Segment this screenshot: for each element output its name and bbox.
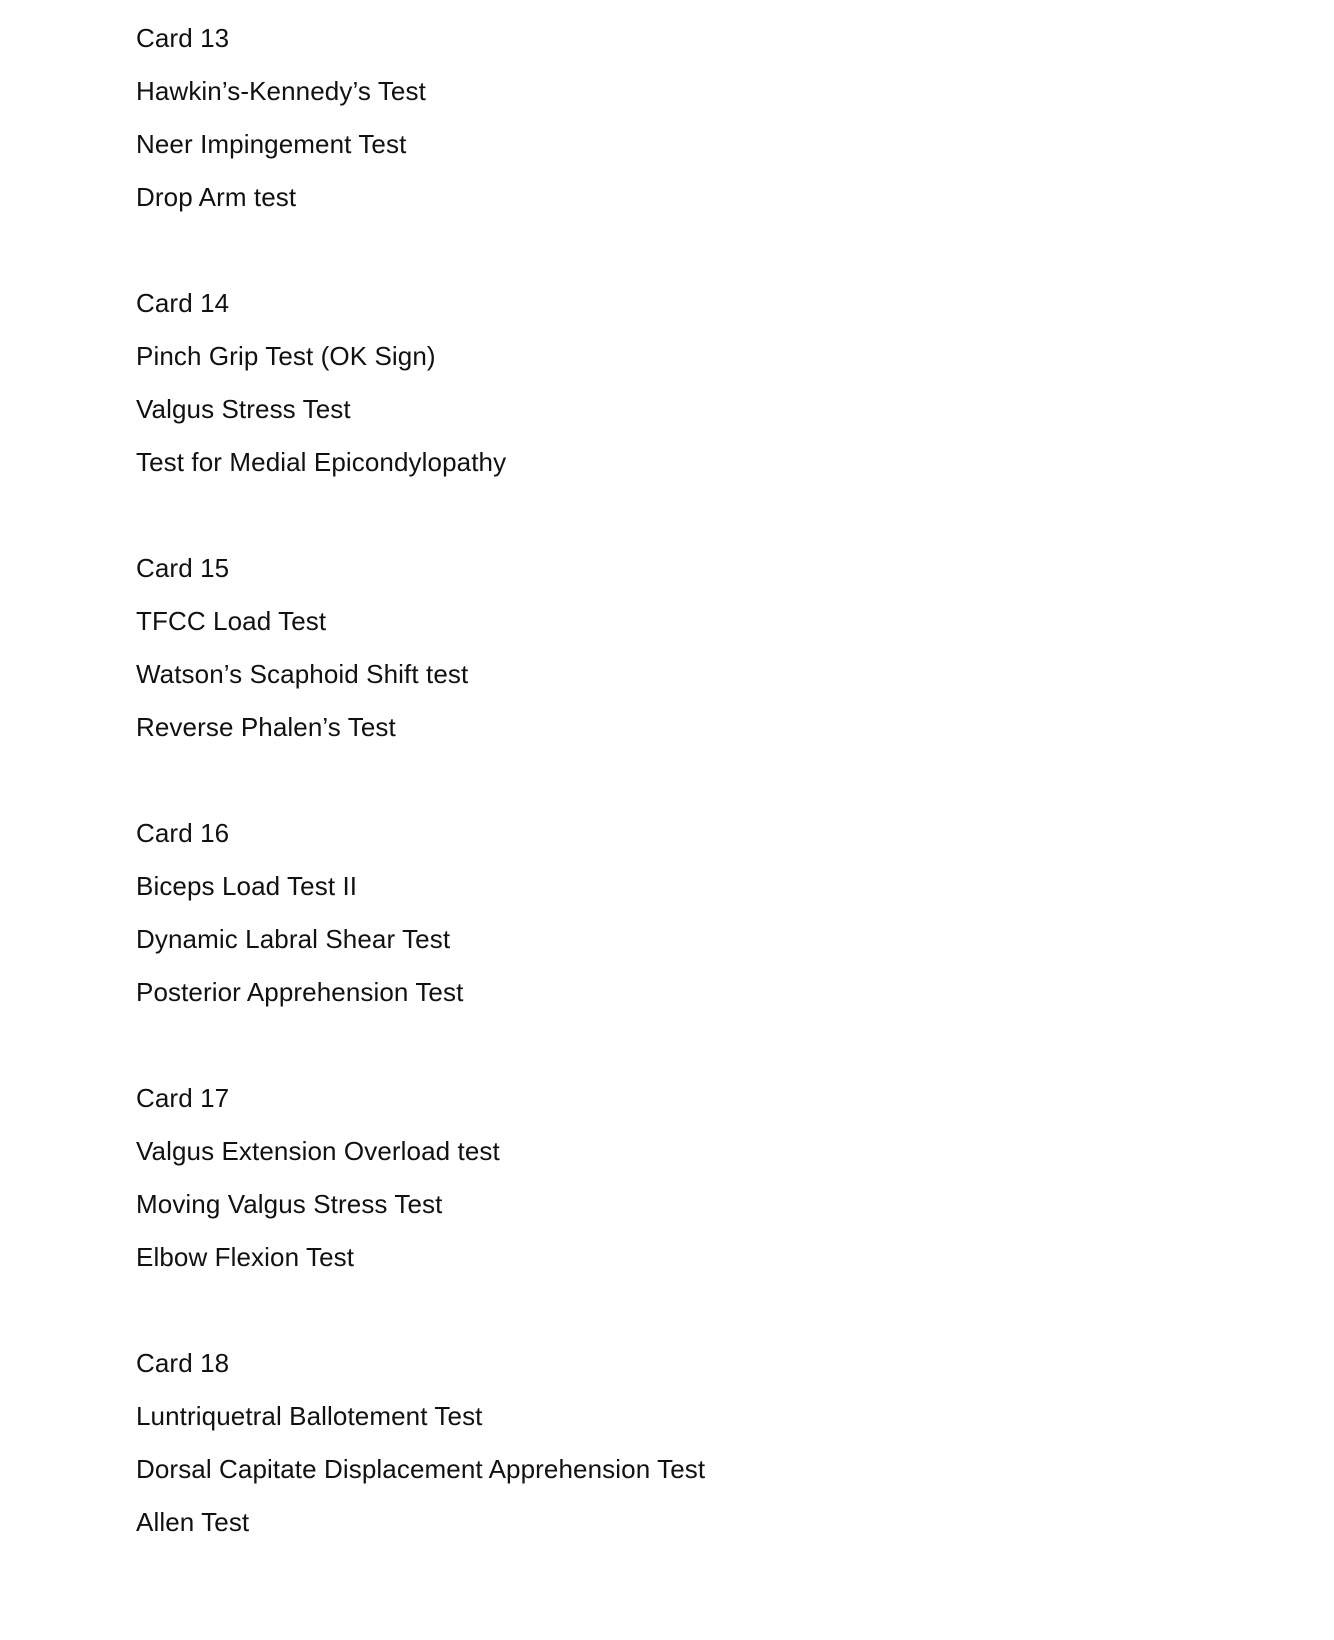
card-block-13 (136, 20, 1236, 232)
card-title: Card 17 (136, 1083, 230, 1113)
test-item: Reverse Phalen’s Test (136, 712, 396, 742)
test-item: Valgus Extension Overload test (136, 1136, 500, 1166)
test-item: Neer Impingement Test (136, 129, 407, 159)
test-item: Allen Test (136, 1507, 250, 1537)
card-block-18 (136, 1345, 1236, 1557)
test-item: Dorsal Capitate Displacement Apprehension Test (136, 1454, 706, 1484)
card-block-16 (136, 815, 1236, 1027)
card-title: Card 15 (136, 553, 230, 583)
test-item: Biceps Load Test II (136, 871, 358, 901)
card-title: Card 14 (136, 288, 230, 318)
test-item: Valgus Stress Test (136, 394, 351, 424)
test-item: Hawkin’s-Kennedy’s Test (136, 76, 426, 106)
test-item: Watson’s Scaphoid Shift test (136, 659, 469, 689)
card-title: Card 16 (136, 818, 230, 848)
card-block-17 (136, 1080, 1236, 1292)
card-block-15 (136, 550, 1236, 762)
test-item: Luntriquetral Ballotement Test (136, 1401, 483, 1431)
test-item: TFCC Load Test (136, 606, 327, 636)
test-item: Drop Arm test (136, 182, 297, 212)
card-title: Card 18 (136, 1348, 230, 1378)
test-item: Dynamic Labral Shear Test (136, 924, 451, 954)
card-block-14 (136, 285, 1236, 497)
test-item: Elbow Flexion Test (136, 1242, 355, 1272)
card-title: Card 13 (136, 23, 230, 53)
test-item: Posterior Apprehension Test (136, 977, 464, 1007)
card-list (136, 20, 1236, 1610)
test-item: Pinch Grip Test (OK Sign) (136, 341, 436, 371)
test-item: Moving Valgus Stress Test (136, 1189, 443, 1219)
test-item: Test for Medial Epicondylopathy (136, 447, 507, 477)
